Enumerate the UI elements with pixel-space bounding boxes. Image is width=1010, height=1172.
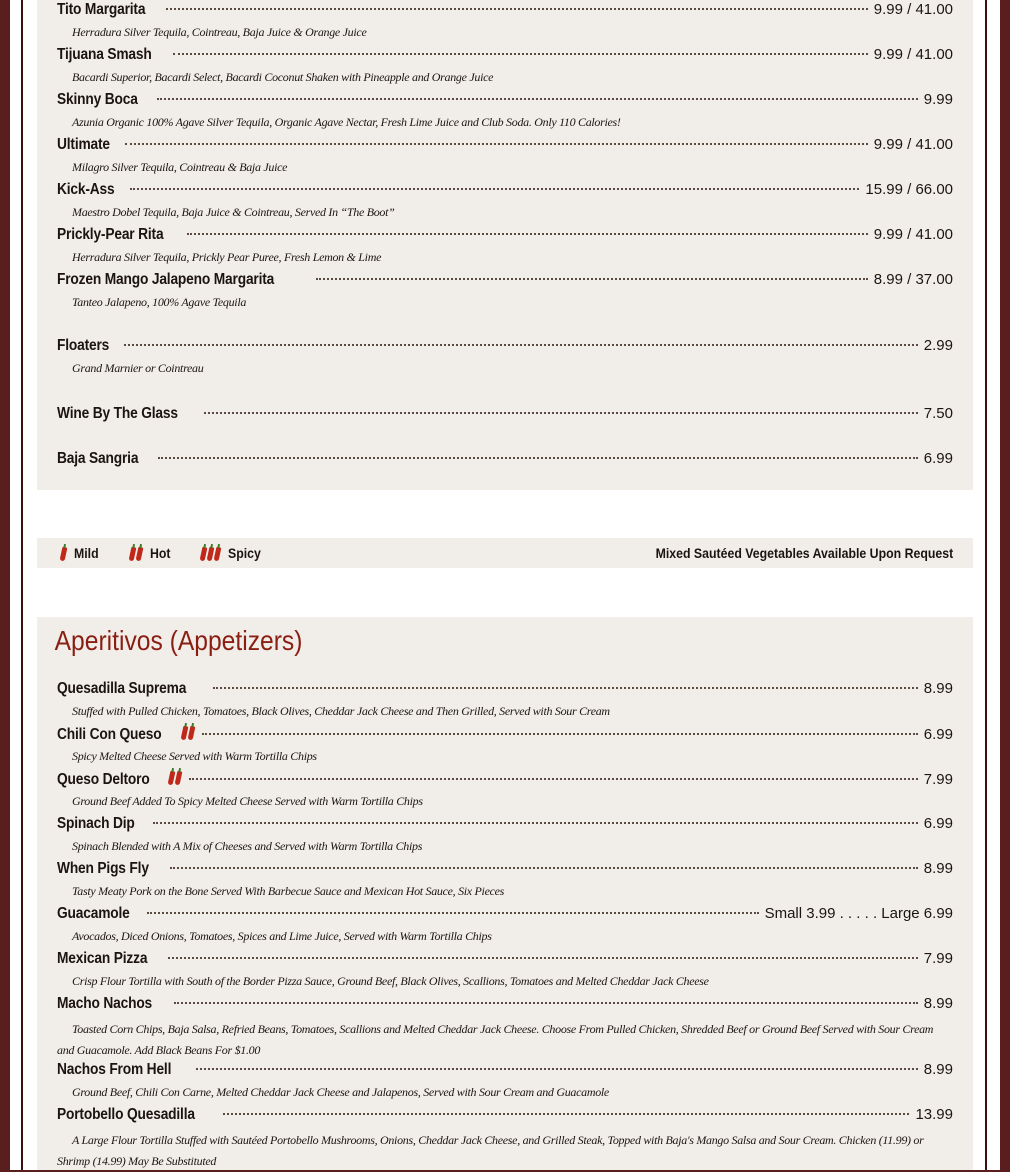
leader-dots: [157, 98, 918, 100]
two-chili-peppers-icon: [182, 726, 196, 740]
item-description: Tanteo Jalapeno, 100% Agave Tequila: [72, 295, 247, 309]
legend-spicy-label: Spicy: [228, 545, 262, 561]
menu-item: [37, 1106, 973, 1128]
item-price: 8.99: [923, 995, 953, 1012]
leader-dots: [187, 233, 868, 235]
leader-dots: [147, 912, 758, 914]
item-name: Tito Margarita: [57, 1, 146, 18]
leader-dots: [166, 8, 868, 10]
drinks-list: [37, 1, 973, 316]
menu-item: [37, 680, 973, 702]
item-description: Spicy Melted Cheese Served with Warm Tortilla Chips: [72, 749, 317, 763]
item-price: 8.99: [923, 1061, 953, 1078]
item-price: 9.99: [923, 91, 953, 108]
leader-dots: [202, 733, 917, 735]
two-chili-peppers-icon: [169, 771, 183, 785]
item-name: Mexican Pizza: [57, 950, 148, 967]
leader-dots: [153, 822, 918, 824]
heat-legend: [37, 538, 973, 568]
menu-item: [37, 91, 973, 113]
leader-dots: [189, 778, 918, 780]
item-name: Quesadilla Suprema: [57, 680, 187, 697]
item-price: 6.99: [923, 815, 953, 832]
legend-mild-label: Mild: [74, 545, 99, 561]
item-name: Kick-Ass: [57, 181, 115, 198]
item-price: 15.99 / 66.00: [865, 181, 953, 198]
menu-item: [37, 46, 973, 68]
item-name: Baja Sangria: [57, 450, 139, 467]
legend-hot-label: Hot: [150, 545, 171, 561]
menu-item-wine: [37, 405, 973, 427]
item-name: Chili Con Queso: [57, 726, 162, 743]
item-name: Prickly-Pear Rita: [57, 226, 164, 243]
menu-item: [37, 860, 973, 882]
section-heading: Aperitivos (Appetizers): [54, 625, 303, 656]
menu-item-floaters: [37, 337, 973, 359]
item-price: 8.99: [923, 680, 953, 697]
legend-spicy: [197, 545, 265, 561]
appetizers-list: [37, 680, 973, 1172]
item-price: 9.99 / 41.00: [873, 226, 953, 243]
item-name: Spinach Dip: [57, 815, 135, 832]
leader-dots: [223, 1113, 909, 1115]
item-name: Queso Deltoro: [57, 771, 150, 788]
item-name: Floaters: [57, 337, 110, 354]
leader-dots: [213, 687, 918, 689]
item-price: 2.99: [923, 337, 953, 354]
leader-dots: [204, 412, 918, 414]
item-description: A Large Flour Tortilla Stuffed with Sautéed Portobello Mushrooms, Onions, Cheddar Jack Cheese, and Grilled Steak, Topped with Baja's Mango Salsa and Sour Cream. Chicken (11.99) or Shrimp (14.99) May Be Substituted: [57, 1133, 924, 1168]
item-price: 13.99: [915, 1106, 953, 1123]
item-description: Herradura Silver Tequila, Prickly Pear Puree, Fresh Lemon & Lime: [72, 250, 382, 264]
chili-pepper-icon: [61, 547, 68, 561]
item-description: Crisp Flour Tortilla with South of the Border Pizza Sauce, Ground Beef, Black Olives, Scallions, Tomatoes and Melted Cheddar Jack Cheese: [72, 974, 709, 988]
item-description: Bacardi Superior, Bacardi Select, Bacardi Coconut Shaken with Pineapple and Orange Juice: [72, 70, 494, 84]
item-price: 7.99: [923, 950, 953, 967]
menu-item: [37, 181, 973, 203]
item-name: Tijuana Smash: [57, 46, 152, 63]
item-name: Skinny Boca: [57, 91, 138, 108]
menu-item: [37, 136, 973, 158]
appetizers-panel: [37, 617, 973, 1170]
item-description: Spinach Blended with A Mix of Cheeses and Served with Warm Tortilla Chips: [72, 839, 423, 853]
menu-item: [37, 950, 973, 972]
item-name: Portobello Quesadilla: [57, 1106, 195, 1123]
item-name: Guacamole: [57, 905, 130, 922]
item-description: Herradura Silver Tequila, Cointreau, Baja Juice & Orange Juice: [72, 25, 367, 39]
item-price: 9.99 / 41.00: [873, 136, 953, 153]
item-description: Maestro Dobel Tequila, Baja Juice & Cointreau, Served In “The Boot”: [72, 205, 395, 219]
vegetables-note: Mixed Sautéed Vegetables Available Upon Request: [655, 545, 953, 561]
item-description: Grand Marnier or Cointreau: [72, 361, 204, 375]
leader-dots: [168, 957, 918, 959]
item-description: Tasty Meaty Pork on the Bone Served With Barbecue Sauce and Mexican Hot Sauce, Six Pieces: [72, 884, 505, 898]
leader-dots: [196, 1068, 918, 1070]
item-description: Toasted Corn Chips, Baja Salsa, Refried Beans, Tomatoes, Scallions and Melted Cheddar Jack Cheese. Choose From Pulled Chicken, Shredded Beef or Ground Beef Served with Sour Cream and Guacamole. Add Black Beans For $1.00: [57, 1022, 934, 1057]
item-description: Milagro Silver Tequila, Cointreau & Baja Juice: [72, 160, 288, 174]
item-price: 9.99 / 41.00: [873, 1, 953, 18]
menu-item: [37, 770, 973, 792]
legend-hot: [126, 545, 173, 561]
item-price: 6.99: [923, 726, 953, 743]
item-name: Ultimate: [57, 136, 110, 153]
item-description: Ground Beef Added To Spicy Melted Cheese Served with Warm Tortilla Chips: [72, 794, 423, 808]
menu-item: [37, 271, 973, 293]
item-price: 8.99: [923, 860, 953, 877]
menu-item: [37, 1061, 973, 1083]
item-name: Frozen Mango Jalapeno Margarita: [57, 271, 275, 288]
leader-dots: [170, 867, 918, 869]
menu-item: [37, 725, 973, 747]
item-price: Small 3.99 . . . . . Large 6.99: [764, 905, 953, 922]
item-name: Nachos From Hell: [57, 1061, 172, 1078]
menu-item: [37, 1, 973, 23]
item-name: Macho Nachos: [57, 995, 153, 1012]
leader-dots: [158, 457, 918, 459]
leader-dots: [316, 278, 868, 280]
two-chili-peppers-icon: [130, 547, 144, 561]
three-chili-peppers-icon: [201, 547, 222, 561]
leader-dots: [174, 1002, 918, 1004]
menu-item: [37, 995, 973, 1017]
item-description: Azunia Organic 100% Agave Silver Tequila, Organic Agave Nectar, Fresh Lime Juice and Club Soda. Only 110 Calories!: [72, 115, 621, 129]
item-price: 7.99: [923, 771, 953, 788]
menu-item: [37, 226, 973, 248]
item-description: Avocados, Diced Onions, Tomatoes, Spices and Lime Juice, Served with Warm Tortilla Chips: [72, 929, 492, 943]
legend-mild: [57, 545, 102, 561]
menu-item: [37, 815, 973, 837]
item-description: Ground Beef, Chili Con Carne, Melted Cheddar Jack Cheese and Jalapenos, Served with Sour Cream and Guacamole: [72, 1085, 609, 1099]
item-price: 6.99: [923, 450, 953, 467]
leader-dots: [124, 344, 918, 346]
item-price: 8.99 / 37.00: [873, 271, 953, 288]
item-name: Wine By The Glass: [57, 405, 178, 422]
leader-dots: [130, 188, 860, 190]
leader-dots: [173, 53, 868, 55]
item-description: Stuffed with Pulled Chicken, Tomatoes, Black Olives, Cheddar Jack Cheese and Then Grilled, Served with Sour Cream: [72, 704, 610, 718]
leader-dots: [125, 143, 868, 145]
item-price: 7.50: [923, 405, 953, 422]
drinks-panel: [37, 0, 973, 490]
menu-item-sangria: [37, 450, 973, 472]
menu-item: [37, 905, 973, 927]
item-name: When Pigs Fly: [57, 860, 149, 877]
item-price: 9.99 / 41.00: [873, 46, 953, 63]
